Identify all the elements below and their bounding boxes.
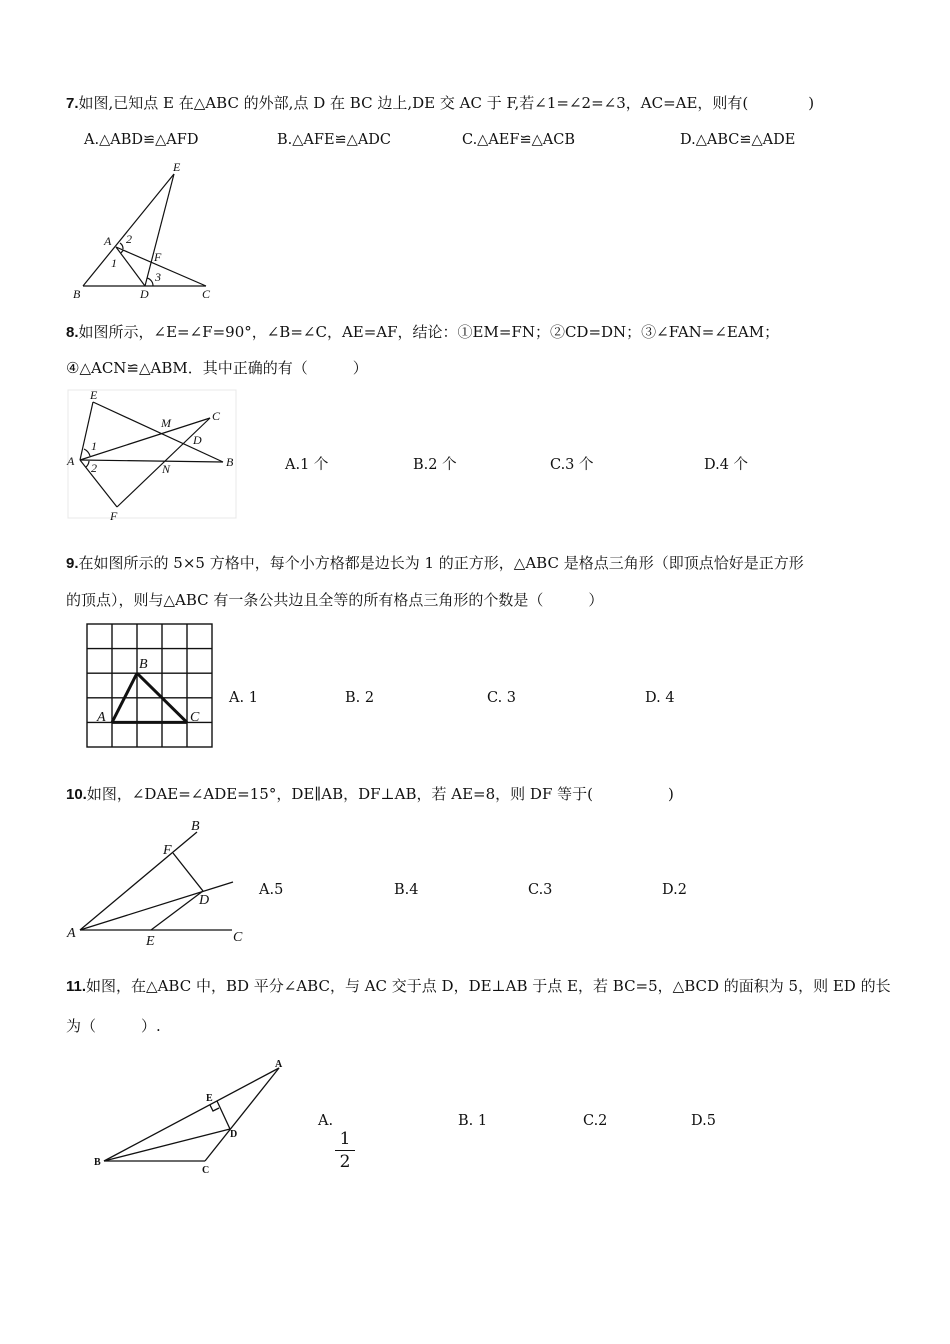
q8-label-1: 1 [91,439,97,453]
q11-label-C: C [202,1165,210,1176]
q8-stem-line2: ④△ACN≌△ABM．其中正确的有（ ） [66,359,368,377]
q11-label-A: A [275,1059,283,1070]
q11-seg-CA [205,1068,279,1161]
q10-number: 10. [66,786,87,803]
q10-option-c: C.3 [528,882,553,898]
q7-label-D: D [140,287,149,301]
q11-option-a: A. [318,1113,334,1129]
q9-number: 9. [66,555,79,572]
q8-label-A: A [67,454,75,468]
q9-label-B: B [139,657,148,672]
q7-label-F: F [154,250,162,264]
q10-label-C: C [233,930,243,945]
q8-label-E: E [90,388,98,402]
q7-label-2: 2 [126,232,132,246]
q8-label-N: N [162,462,171,476]
q11-right-angle-mark [210,1105,219,1111]
q9-label-A: A [97,710,106,725]
q10-option-d: D.2 [662,882,687,898]
q9-stem-line2: 的顶点），则与△ABC 有一条公共边且全等的所有格点三角形的个数是（ ） [66,591,604,609]
q8-label-M: M [161,416,171,430]
q11-option-c: C.2 [583,1113,608,1129]
q8-number: 8. [66,324,79,341]
q8-text: 如图所示，∠E=∠F=90°，∠B=∠C，AE=AF，结论：①EM=FN；②CD=DN；③∠FAN=∠EAM； [78,323,780,341]
q10-label-E: E [146,934,155,949]
q7-text: 如图,已知点 E 在△ABC 的外部,点 D 在 BC 边上,DE 交 AC 于 F,若∠1=∠2=∠3，AC=AE，则有( ) [78,94,815,112]
q8-option-a: A.1 个 [285,457,329,473]
q9-option-d: D. 4 [645,690,675,706]
q11-label-E: E [206,1093,213,1104]
q7-label-E: E [173,160,181,174]
q8-label-F: F [110,509,118,523]
q7-label-A: A [104,234,112,248]
q7-label-3: 3 [155,270,161,284]
q7-label-C: C [202,287,211,301]
q8-option-c: C.3 个 [550,457,594,473]
q7-option-d: D.△ABC≌△ADE [680,132,796,148]
q8-label-B: B [226,455,234,469]
q8-label-D: D [193,433,202,447]
q11-seg-ED [217,1101,230,1129]
q8-label-C: C [212,409,221,423]
q7-label-1: 1 [111,256,117,270]
q10-label-D: D [199,893,210,908]
q7-option-c: C.△AEF≌△ACB [462,132,575,148]
q7-option-b: B.△AFE≌△ADC [277,132,392,148]
q10-label-B: B [191,819,200,834]
q8-option-b: B.2 个 [413,457,457,473]
q10-option-b: B.4 [394,882,419,898]
q11-fraction-numerator: 1 [339,1129,351,1149]
q10-label-A: A [67,926,76,941]
q8-option-d: D.4 个 [704,457,749,473]
q9-option-b: B. 2 [345,690,375,706]
q7-number: 7. [66,95,79,112]
q10-option-a: A.5 [259,882,284,898]
q9-option-c: C. 3 [487,690,517,706]
q11-fraction-denominator: 2 [339,1152,351,1172]
q9-option-a: A. 1 [229,690,258,706]
q11-label-B: B [94,1157,101,1168]
q11-number: 11. [66,978,87,995]
q8-label-2: 2 [91,461,97,475]
q9-text: 在如图所示的 5×5 方格中，每个小方格都是边长为 1 的正方形，△ABC 是格点三角形（即顶点恰好是正方形 [78,554,804,572]
q11-option-d: D.5 [691,1113,716,1129]
q7-option-a: A.△ABD≌△AFD [84,132,199,148]
q11-label-D: D [230,1129,238,1140]
q11-seg-BD [104,1129,230,1161]
q11-text: 如图，在△ABC 中，BD 平分∠ABC，与 AC 交于点 D，DE⊥AB 于点 E，若 BC=5，△BCD 的面积为 5，则 ED 的长 [86,977,891,995]
q9-label-C: C [190,710,200,725]
q11-option-b: B. 1 [458,1113,488,1129]
q7-label-B: B [73,287,81,301]
q11-stem-line2: 为（ ）. [66,1017,161,1035]
q10-text: 如图，∠DAE=∠ADE=15°，DE∥AB，DF⊥AB，若 AE=8，则 DF 等于( ) [86,785,674,803]
q11-seg-BA [104,1068,279,1161]
q10-label-F: F [163,843,172,858]
